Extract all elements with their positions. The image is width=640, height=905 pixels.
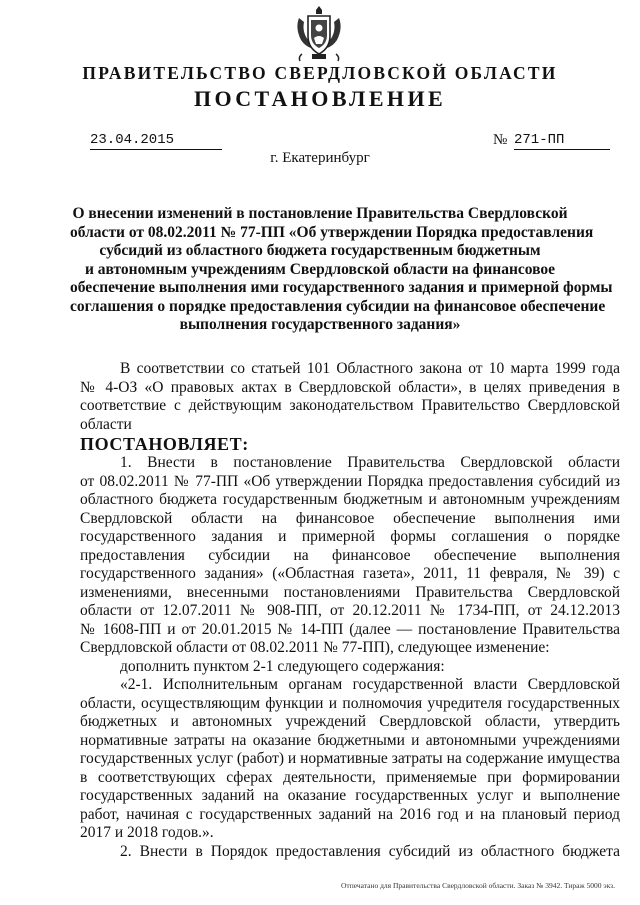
body-line: государственного задания» («Областная газета», 2011, 11 февраля, № 39) с: [80, 565, 620, 582]
body-line: в соответствующих сферах деятельности, применяемые при формировании: [80, 768, 620, 786]
body-line: Свердловской области на финансовое обеспечение выполнения ими: [80, 509, 620, 527]
body-line: области, осуществляющим функции и полномочия учредителя государственных: [80, 694, 620, 712]
document-date: 23.04.2015: [90, 132, 222, 150]
title-line: области от 08.02.2011 № 77-ПП «Об утверждении Порядка предоставления: [70, 223, 594, 241]
body-line: нормативные затраты на оказание бюджетными и автономными учреждениями: [80, 731, 620, 749]
body-line: № 4-ОЗ «О правовых актах в Свердловской области», в целях приведения в: [80, 378, 620, 396]
organization-name: ПРАВИТЕЛЬСТВО СВЕРДЛОВСКОЙ ОБЛАСТИ: [82, 63, 558, 83]
body-line: «2-1. Исполнительным органам государственной власти Свердловской: [120, 676, 620, 693]
title-line: обеспечение выполнения ими государственного задания и примерной формы: [70, 279, 613, 296]
number-sign: №: [493, 132, 508, 148]
title-line: соглашения о порядке предоставления субсидии на финансовое обеспечение: [70, 297, 606, 315]
decree-heading: ПОСТАНОВЛЯЕТ:: [80, 434, 249, 454]
document-body: [80, 360, 620, 861]
title-line: выполнения государственного задания»: [179, 316, 461, 333]
body-line: государственных заданий на оказание государственных услуг и выполнение: [80, 787, 620, 804]
title-line: и автономным учреждениям Свердловской области на финансовое: [84, 260, 556, 278]
city: г. Екатеринбург: [270, 150, 370, 166]
body-line: бюджетных и автономных учреждений Свердловской области, утвердить: [80, 713, 620, 730]
body-line: от 08.02.2011 № 77-ПП «Об утверждении Порядка предоставления субсидий из: [80, 472, 620, 490]
coat-of-arms-emblem: [294, 4, 344, 62]
body-line: 2017 и 2018 годов.».: [80, 824, 214, 841]
body-line: областного бюджета государственным бюджетным и автономным учреждениям: [80, 491, 620, 508]
body-line: изменениями, внесенными постановлениями Правительства Свердловской: [80, 583, 620, 601]
body-line: В соответствии со статьей 101 Областного закона от 10 марта 1999 года: [120, 360, 620, 377]
document-type: ПОСТАНОВЛЕНИЕ: [193, 86, 447, 111]
body-line: 2. Внести в Порядок предоставления субсидий из областного бюджета: [120, 842, 620, 860]
body-line: 1. Внести в постановление Правительства Свердловской области: [120, 454, 620, 471]
document-number: 271-ПП: [514, 132, 610, 150]
title-line: О внесении изменений в постановление Правительства Свердловской: [72, 205, 568, 222]
body-line: № 1608-ПП и от 20.01.2015 № 14-ПП (далее — постановление Правительства: [80, 620, 620, 638]
body-line: предоставления субсидии на финансовое обеспечение выполнения: [80, 546, 620, 564]
body-line: государственного задания и примерной формы соглашения о порядке: [80, 528, 620, 545]
print-footer: Отпечатано для Правительства Свердловской области. Заказ № 3942. Тираж 5000 экз.: [341, 881, 615, 890]
body-line: Свердловской области от 08.02.2011 № 77-ПП), следующее изменение:: [80, 639, 550, 656]
body-line: области: [80, 415, 132, 433]
body-line: государственных услуг (работ) и нормативные затраты на содержание имущества: [80, 750, 620, 767]
document-title: [70, 205, 613, 335]
title-line: субсидий из областного бюджета государственным бюджетным: [99, 242, 541, 259]
body-line: области от 12.07.2011 № 908-ПП, от 20.12.2011 № 1734-ПП, от 24.12.2013: [80, 602, 620, 619]
body-line: соответствие с действующим законодательством Правительство Свердловской: [80, 397, 620, 414]
body-line: работ, начиная с государственных заданий на 2016 год и на плановый период: [80, 805, 620, 823]
body-line: дополнить пунктом 2-1 следующего содержания:: [120, 657, 445, 675]
